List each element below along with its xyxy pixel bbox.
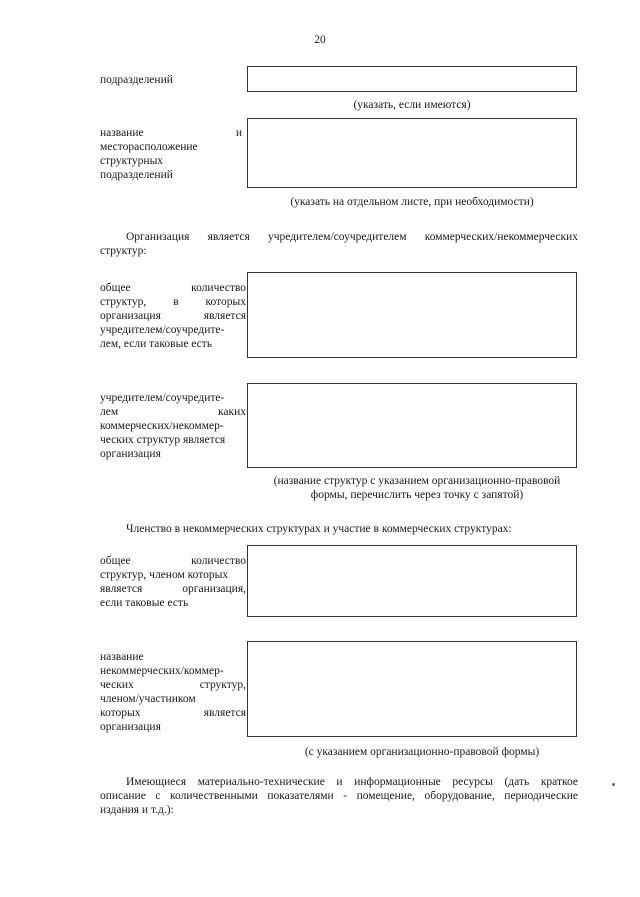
label-membership-total: общее количество структур, членом которых является организация, если таковые есть [100, 555, 246, 609]
subdivisions-input-box[interactable] [247, 66, 577, 92]
label-subdivisions: подразделений [100, 74, 173, 86]
membership-intro: Членство в некоммерческих структурах и участие в коммерческих структурах: [126, 523, 512, 535]
page-number: 20 [314, 34, 326, 46]
founder-total-input-box[interactable] [247, 272, 577, 358]
hint-founder: (название структур с указанием организационно-правовой формы, перечислить через точку с запятой) [273, 475, 561, 501]
membership-names-input-box[interactable] [247, 641, 577, 737]
name-location-input-box[interactable] [247, 118, 577, 188]
founder-which-input-box[interactable] [247, 383, 577, 468]
margin-dot-mark [612, 783, 615, 786]
founder-intro: Организация является учредителем/соучредителем коммерческих/некоммерческих структур: [100, 231, 578, 257]
hint-membership: (с указанием организационно-правовой формы) [304, 746, 540, 758]
hint-name-location: (указать на отдельном листе, при необходимости) [290, 196, 534, 208]
membership-total-input-box[interactable] [247, 545, 577, 617]
label-membership-names: название некоммерческих/коммер- ческих структур, членом/участником которых является организация [100, 651, 246, 733]
label-founder-total: общее количество структур, в которых организация является учредителем/соучредите- лем, если таковые есть [100, 282, 246, 350]
resources-intro: Имеющиеся материально-технические и информационные ресурсы (дать краткое описание с количественными показателями - помещение, оборудование, периодические издания и т.д.): [100, 776, 578, 816]
label-founder-which: учредителем/соучредите- лем каких коммерческих/некоммер- ческих структур является организация [100, 392, 246, 460]
label-name-location: название и месторасположение структурных подразделений [100, 127, 242, 181]
hint-subdivisions: (указать, если имеются) [353, 99, 471, 111]
